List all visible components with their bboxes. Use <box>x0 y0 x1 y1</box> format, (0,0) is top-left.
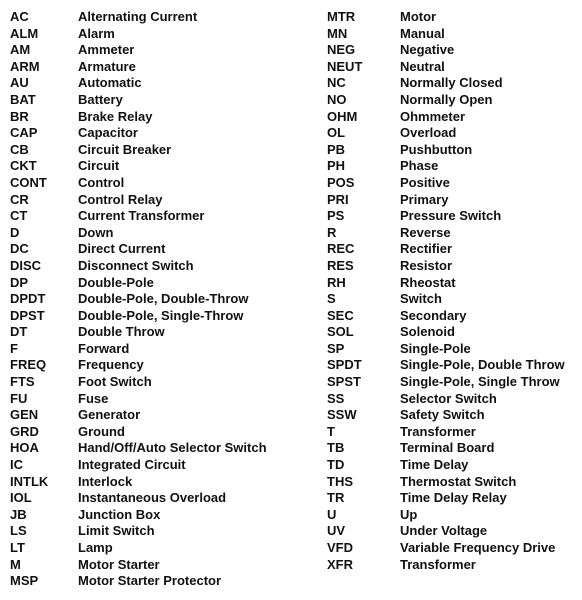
abbreviation-row <box>327 142 565 159</box>
abbreviation-row <box>10 125 267 142</box>
abbreviation-row <box>10 258 267 275</box>
abbreviation-row <box>10 59 267 76</box>
abbreviation-row <box>327 9 565 26</box>
abbreviation-code: M <box>10 556 21 572</box>
abbreviation-row <box>327 490 565 507</box>
abbreviation-meaning: Lamp <box>78 540 113 555</box>
abbreviation-code: POS <box>327 174 355 190</box>
abbreviation-meaning: Fuse <box>78 390 109 406</box>
abbreviation-meaning: Ground <box>78 423 125 439</box>
abbreviation-row <box>10 275 267 292</box>
abbreviation-code: HOA <box>10 440 39 456</box>
abbreviation-meaning: Current Transformer <box>78 208 205 224</box>
abbreviation-code: VFD <box>327 540 353 555</box>
abbreviation-code: PS <box>327 208 345 224</box>
abbreviation-meaning: Up <box>400 506 418 522</box>
abbreviation-row <box>10 391 267 408</box>
abbreviation-row <box>10 474 267 491</box>
abbreviation-meaning: Time Delay Relay <box>400 490 507 506</box>
abbreviation-code: D <box>10 224 20 240</box>
abbreviation-code: SEC <box>327 307 354 323</box>
abbreviation-meaning: Rectifier <box>400 241 453 257</box>
abbreviation-row <box>10 26 267 43</box>
abbreviation-code: TB <box>327 440 345 456</box>
abbreviation-meaning: Interlock <box>78 473 133 489</box>
abbreviation-code: DISC <box>10 257 42 273</box>
abbreviation-row <box>327 424 565 441</box>
abbreviation-row <box>10 9 267 26</box>
abbreviation-row <box>10 407 267 424</box>
abbreviation-meaning: Direct Current <box>78 241 166 257</box>
abbreviation-row <box>327 225 565 242</box>
abbreviation-row <box>10 42 267 59</box>
abbreviation-row <box>10 291 267 308</box>
abbreviation-code: AM <box>10 42 31 58</box>
abbreviation-row <box>327 241 565 258</box>
abbreviation-code: AC <box>10 9 29 24</box>
abbreviation-meaning: Normally Closed <box>400 75 503 91</box>
abbreviation-meaning: Single-Pole <box>400 340 471 356</box>
abbreviation-code: CB <box>10 141 29 157</box>
abbreviation-code: IC <box>10 457 23 473</box>
abbreviation-code: GRD <box>10 423 39 439</box>
abbreviation-code: RES <box>327 257 354 273</box>
abbreviation-code: PB <box>327 141 346 157</box>
abbreviation-row <box>10 324 267 341</box>
abbreviation-meaning: Ammeter <box>78 42 135 58</box>
abbreviation-code: CKT <box>10 158 37 174</box>
abbreviation-meaning: Pressure Switch <box>400 208 502 224</box>
abbreviation-code: GEN <box>10 407 39 423</box>
abbreviation-code: UV <box>327 523 346 539</box>
abbreviation-row <box>10 457 267 474</box>
abbreviation-code: BR <box>10 108 29 124</box>
abbreviation-code: INTLK <box>10 473 49 489</box>
abbreviation-meaning: Positive <box>400 174 450 190</box>
abbreviation-row <box>10 374 267 391</box>
abbreviation-row <box>10 142 267 159</box>
abbreviation-meaning: Normally Open <box>400 91 493 107</box>
abbreviation-row <box>327 192 565 209</box>
abbreviation-row <box>10 440 267 457</box>
abbreviation-meaning: Circuit <box>78 158 120 174</box>
abbreviation-row <box>327 125 565 142</box>
abbreviation-code: JB <box>10 506 27 522</box>
abbreviation-meaning: Double Throw <box>78 324 165 340</box>
abbreviation-code: R <box>327 224 337 240</box>
abbreviation-row <box>10 175 267 192</box>
abbreviation-code: PH <box>327 158 346 174</box>
abbreviation-meaning: Down <box>78 224 114 240</box>
abbreviation-code: SPST <box>327 374 361 390</box>
abbreviation-row <box>327 26 565 43</box>
abbreviation-code: DC <box>10 241 29 257</box>
abbreviation-meaning: Foot Switch <box>78 374 152 390</box>
abbreviation-code: RH <box>327 274 346 290</box>
abbreviation-meaning: Negative <box>400 42 455 58</box>
abbreviation-meaning: Frequency <box>78 357 144 373</box>
abbreviation-list-left <box>10 9 267 590</box>
abbreviation-row <box>327 258 565 275</box>
abbreviation-code: FU <box>10 390 28 406</box>
abbreviation-row <box>327 440 565 457</box>
abbreviation-code: REC <box>327 241 355 257</box>
abbreviation-meaning: Thermostat Switch <box>400 473 517 489</box>
abbreviation-row <box>327 308 565 325</box>
abbreviation-code: SP <box>327 340 345 356</box>
abbreviation-code: OL <box>327 125 346 141</box>
abbreviation-code: DPST <box>10 307 45 323</box>
abbreviation-meaning: Armature <box>78 58 136 74</box>
abbreviation-row <box>10 208 267 225</box>
abbreviation-code: SS <box>327 390 345 406</box>
abbreviation-row <box>327 42 565 59</box>
abbreviation-row <box>327 208 565 225</box>
abbreviation-code: CR <box>10 191 29 207</box>
abbreviation-row <box>327 291 565 308</box>
abbreviation-meaning: Double-Pole, Double-Throw <box>78 291 249 307</box>
abbreviation-row <box>327 540 565 557</box>
abbreviation-row <box>327 457 565 474</box>
abbreviation-meaning: Phase <box>400 158 439 174</box>
abbreviation-row <box>10 341 267 358</box>
abbreviation-meaning: Overload <box>400 125 457 141</box>
abbreviation-meaning: Motor <box>400 9 437 24</box>
abbreviation-code: CONT <box>10 174 47 190</box>
abbreviation-row <box>327 275 565 292</box>
abbreviation-code: SPDT <box>327 357 362 373</box>
abbreviation-meaning: Automatic <box>78 75 142 91</box>
abbreviation-row <box>10 75 267 92</box>
abbreviation-code: BAT <box>10 91 36 107</box>
abbreviation-code: CT <box>10 208 28 224</box>
abbreviation-meaning: Solenoid <box>400 324 455 340</box>
abbreviation-code: FREQ <box>10 357 47 373</box>
abbreviation-code: T <box>327 423 335 439</box>
abbreviation-row <box>10 109 267 126</box>
abbreviation-row <box>327 175 565 192</box>
abbreviation-meaning: Limit Switch <box>78 523 155 539</box>
abbreviation-row <box>327 341 565 358</box>
abbreviation-meaning: Under Voltage <box>400 523 488 539</box>
abbreviation-code: MSP <box>10 573 39 589</box>
abbreviation-row <box>327 357 565 374</box>
abbreviation-meaning: Switch <box>400 291 442 307</box>
abbreviation-code: F <box>10 340 18 356</box>
abbreviation-row <box>10 523 267 540</box>
abbreviation-code: AU <box>10 75 29 91</box>
abbreviation-meaning: Reverse <box>400 224 451 240</box>
abbreviation-meaning: Brake Relay <box>78 108 153 124</box>
abbreviation-meaning: Terminal Board <box>400 440 495 456</box>
abbreviation-code: XFR <box>327 556 353 572</box>
abbreviation-meaning: Motor Starter <box>78 556 160 572</box>
abbreviation-meaning: Circuit Breaker <box>78 141 172 157</box>
abbreviation-code: ALM <box>10 25 39 41</box>
abbreviation-row <box>10 225 267 242</box>
abbreviation-code: SSW <box>327 407 357 423</box>
abbreviation-row <box>327 557 565 574</box>
abbreviation-row <box>327 92 565 109</box>
abbreviation-meaning: Double-Pole <box>78 274 154 290</box>
abbreviation-row <box>327 324 565 341</box>
abbreviation-meaning: Instantaneous Overload <box>78 490 227 506</box>
abbreviation-code: DT <box>10 324 28 340</box>
abbreviation-row <box>327 523 565 540</box>
abbreviation-row <box>327 474 565 491</box>
abbreviation-row <box>10 490 267 507</box>
abbreviation-code: ARM <box>10 58 40 74</box>
abbreviation-row <box>327 391 565 408</box>
abbreviation-meaning: Time Delay <box>400 457 469 473</box>
abbreviation-code: OHM <box>327 108 358 124</box>
abbreviation-code: CAP <box>10 125 38 141</box>
abbreviation-row <box>10 557 267 574</box>
abbreviation-meaning: Capacitor <box>78 125 138 141</box>
abbreviation-meaning: Pushbutton <box>400 141 473 157</box>
abbreviation-row <box>10 241 267 258</box>
abbreviation-code: TR <box>327 490 345 506</box>
abbreviation-row <box>327 59 565 76</box>
abbreviation-meaning: Forward <box>78 340 130 356</box>
abbreviation-code: MN <box>327 25 348 41</box>
abbreviation-meaning: Alarm <box>78 25 115 41</box>
abbreviation-meaning: Integrated Circuit <box>78 457 186 473</box>
abbreviation-code: DP <box>10 274 29 290</box>
abbreviation-row <box>327 75 565 92</box>
abbreviation-code: U <box>327 506 337 522</box>
abbreviation-meaning: Hand/Off/Auto Selector Switch <box>78 440 267 456</box>
abbreviation-row <box>327 407 565 424</box>
abbreviation-meaning: Selector Switch <box>400 390 497 406</box>
abbreviation-code: SOL <box>327 324 354 340</box>
abbreviation-meaning: Junction Box <box>78 506 161 522</box>
abbreviation-code: NC <box>327 75 346 91</box>
abbreviation-meaning: Manual <box>400 25 445 41</box>
abbreviation-meaning: Disconnect Switch <box>78 257 194 273</box>
abbreviation-code: THS <box>327 473 353 489</box>
abbreviation-row <box>10 308 267 325</box>
abbreviation-code: MTR <box>327 9 356 24</box>
abbreviation-row <box>327 507 565 524</box>
abbreviation-meaning: Transformer <box>400 556 476 572</box>
abbreviation-code: DPDT <box>10 291 46 307</box>
abbreviation-code: NEUT <box>327 58 363 74</box>
abbreviation-row <box>10 424 267 441</box>
abbreviation-list-right <box>327 9 565 573</box>
abbreviation-meaning: Transformer <box>400 423 476 439</box>
abbreviation-meaning: Rheostat <box>400 274 456 290</box>
abbreviation-row <box>10 192 267 209</box>
abbreviation-meaning: Control <box>78 174 125 190</box>
abbreviation-row <box>327 374 565 391</box>
abbreviation-meaning: Ohmmeter <box>400 108 466 124</box>
abbreviation-meaning: Control Relay <box>78 191 163 207</box>
abbreviation-meaning: Motor Starter Protector <box>78 573 222 589</box>
abbreviation-meaning: Single-Pole, Double Throw <box>400 357 565 373</box>
abbreviation-meaning: Single-Pole, Single Throw <box>400 374 560 390</box>
abbreviation-code: LT <box>10 540 25 555</box>
abbreviation-meaning: Variable Frequency Drive <box>400 540 556 555</box>
abbreviation-code: FTS <box>10 374 35 390</box>
abbreviation-code: PRI <box>327 191 349 207</box>
abbreviation-meaning: Primary <box>400 191 449 207</box>
abbreviation-code: NO <box>327 91 347 107</box>
abbreviation-code: TD <box>327 457 345 473</box>
abbreviation-code: IOL <box>10 490 32 506</box>
abbreviation-meaning: Generator <box>78 407 141 423</box>
abbreviation-row <box>10 573 267 590</box>
abbreviation-code: S <box>327 291 336 307</box>
abbreviation-meaning: Battery <box>78 91 123 107</box>
abbreviation-code: NEG <box>327 42 356 58</box>
abbreviation-meaning: Double-Pole, Single-Throw <box>78 307 244 323</box>
abbreviation-meaning: Resistor <box>400 257 453 273</box>
abbreviation-row <box>10 357 267 374</box>
abbreviation-row <box>10 158 267 175</box>
abbreviation-row <box>327 109 565 126</box>
abbreviation-meaning: Safety Switch <box>400 407 485 423</box>
abbreviation-meaning: Alternating Current <box>78 9 198 24</box>
abbreviation-meaning: Neutral <box>400 58 445 74</box>
abbreviation-row <box>10 540 267 557</box>
abbreviation-row <box>10 92 267 109</box>
abbreviation-code: LS <box>10 523 27 539</box>
abbreviation-meaning: Secondary <box>400 307 467 323</box>
abbreviation-row <box>10 507 267 524</box>
abbreviation-row <box>327 158 565 175</box>
